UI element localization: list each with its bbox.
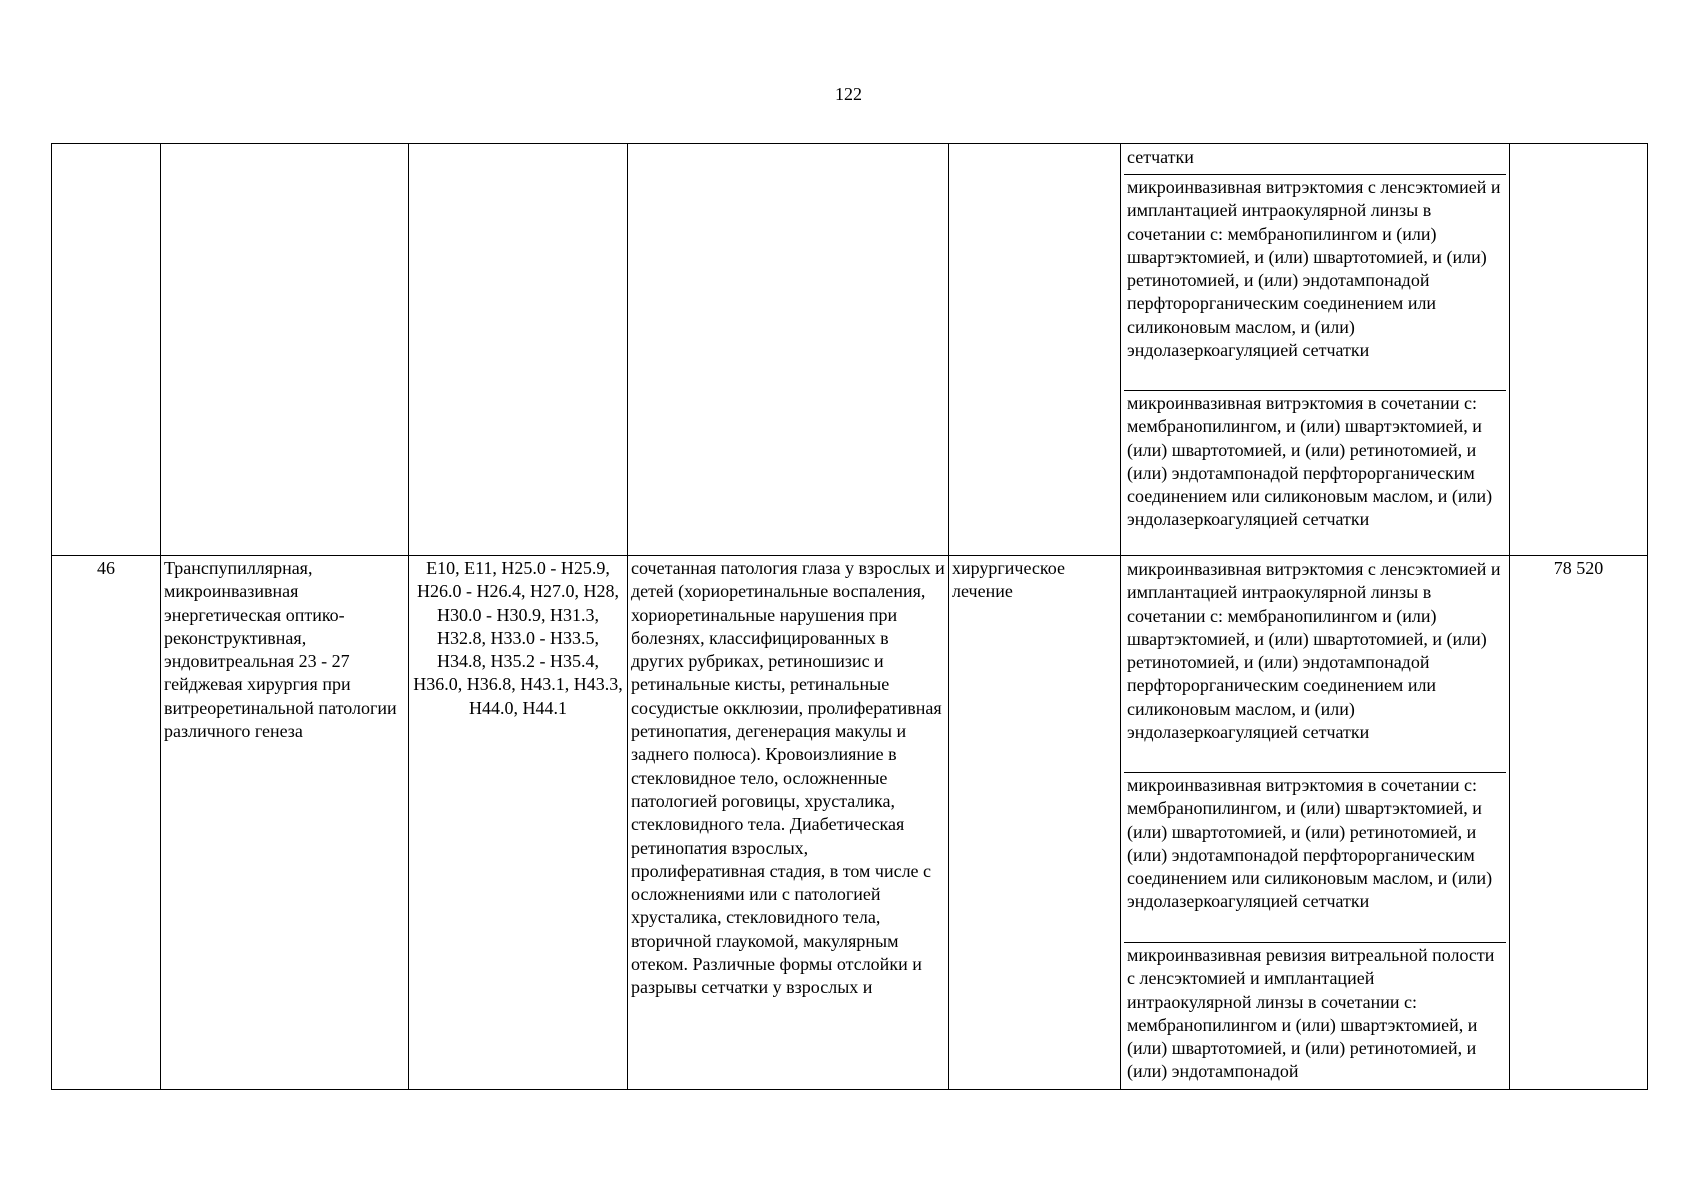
method-item: микроинвазивная ревизия витреальной полости с ленсэктомией и имплантацией интраокулярной линзы в сочетании с: мембранопилингом и (или) швартэктомией, и (или) швартотомией, и (или) ретинотомией, и (или) эндотампонадой (1127, 945, 1495, 1082)
cell-methods (1121, 144, 1510, 556)
page-number: 122 (835, 84, 862, 104)
table-row (52, 556, 1648, 1090)
method-item: микроинвазивная витрэктомия с ленсэктомией и имплантацией интраокулярной линзы в сочетании с: мембранопилингом и (или) швартэктомией, и (или) швартотомией, и (или) ретинотомией, и (или) эндотампонадой перфторорганическим соединением или силиконовым маслом, и (или) эндолазеркоагуляцией сетчатки (1124, 557, 1506, 773)
method-item: микроинвазивная витрэктомия в сочетании с: мембранопилингом, и (или) швартэктомией, и (или) швартотомией, и (или) ретинотомией, и (или) эндотампонадой перфторорганическим соединением или силиконовым маслом, и (или) эндолазеркоагуляцией сетчатки (1127, 393, 1493, 530)
method-item: сетчатки (1124, 145, 1506, 175)
table-row-continued (52, 144, 1648, 556)
cell-model (628, 144, 949, 556)
row-treatment: хирургическое лечение (949, 556, 1121, 1090)
medical-care-table (51, 143, 1648, 1090)
row-name: Транспупиллярная, микроинвазивная энергетическая оптико-реконструктивная, эндовитреальная 23 - 27 гейджевая хирургия при витреоретинальной патологии различного генеза (161, 556, 409, 1090)
cell-codes (409, 144, 628, 556)
row-methods (1121, 556, 1510, 1090)
cell-cost (1510, 144, 1648, 556)
method-item: микроинвазивная витрэктомия в сочетании с: мембранопилингом, и (или) швартэктомией, и (или) швартотомией, и (или) ретинотомией, и (или) эндотампонадой перфторорганическим соединением или силиконовым маслом, и (или) эндолазеркоагуляцией сетчатки (1124, 773, 1506, 943)
row-number: 46 (52, 556, 161, 1090)
row-model: сочетанная патология глаза у взрослых и детей (хориоретинальные воспаления, хориоретинальные нарушения при болезнях, классифицированных в других рубриках, ретиношизис и ретинальные кисты, ретинальные сосудистые окклюзии, пролиферативная ретинопатия, дегенерация макулы и заднего полюса). Кровоизлияние в стекловидное тело, осложненные патологией роговицы, хрусталика, стекловидного тела. Диабетическая ретинопатия взрослых, пролиферативная стадия, в том числе с осложнениями или с патологией хрусталика, стекловидного тела, вторичной глаукомой, макулярным отеком. Различные формы отслойки и разрывы сетчатки у взрослых и (628, 556, 949, 1090)
method-item: микроинвазивная витрэктомия с ленсэктомией и имплантацией интраокулярной линзы в сочетании с: мембранопилингом и (или) швартэктомией, и (или) швартотомией, и (или) ретинотомией, и (или) эндотампонадой перфторорганическим соединением или силиконовым маслом, и (или) эндолазеркоагуляцией сетчатки (1124, 175, 1506, 391)
cell-treatment (949, 144, 1121, 556)
row-codes: E10, E11, H25.0 - H25.9, H26.0 - H26.4, H27.0, H28, H30.0 - H30.9, H31.3, H32.8, H33.0 - H33.5, H34.8, H35.2 - H35.4, H36.0, H36.8, H43.1, H43.3, H44.0, H44.1 (409, 556, 628, 1090)
cell-number (52, 144, 161, 556)
cell-name (161, 144, 409, 556)
row-cost: 78 520 (1510, 556, 1648, 1090)
